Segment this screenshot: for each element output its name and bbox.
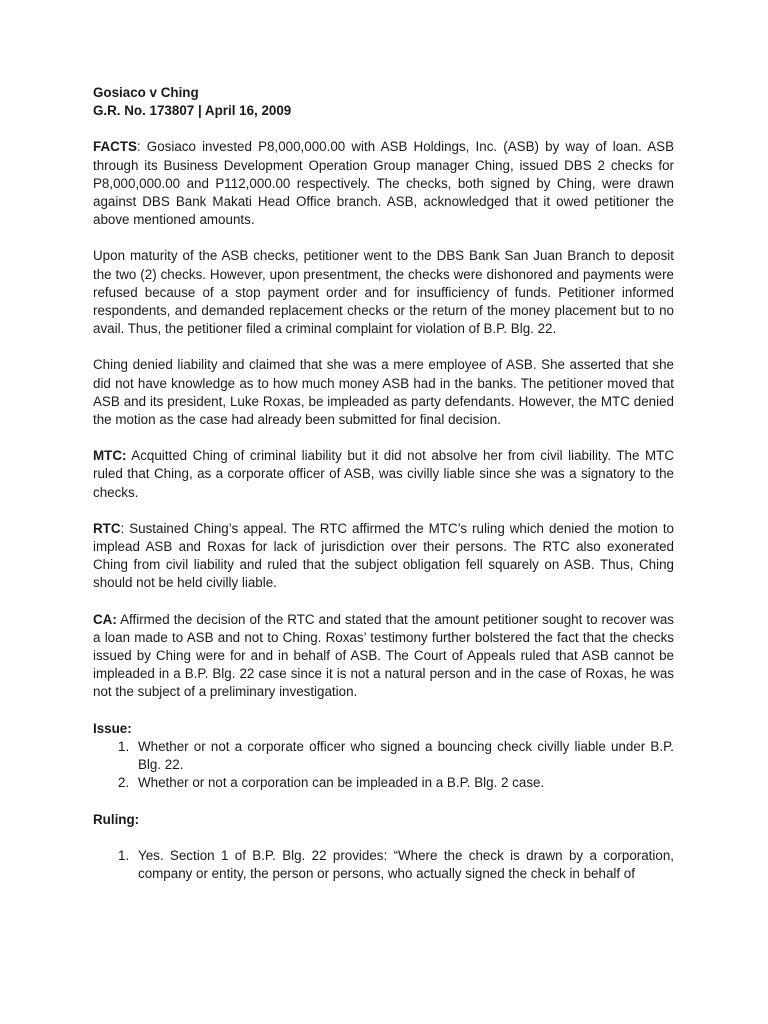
case-citation: G.R. No. 173807 | April 16, 2009 xyxy=(93,103,292,119)
facts-paragraph xyxy=(93,138,674,229)
rtc-label: RTC xyxy=(93,520,121,536)
ruling-list xyxy=(93,847,674,883)
list-item xyxy=(93,774,674,792)
document-page xyxy=(93,84,674,883)
spacer xyxy=(93,120,674,138)
list-number: 2. xyxy=(118,775,130,791)
list-item xyxy=(93,847,674,883)
case-title: Gosiaco v Ching xyxy=(93,85,199,100)
issue-heading: Issue: xyxy=(93,720,132,736)
mtc-label: MTC: xyxy=(93,448,127,464)
rtc-paragraph xyxy=(93,520,674,593)
ca-label: CA: xyxy=(93,611,117,627)
spacer xyxy=(93,593,674,611)
ca-text: Affirmed the decision of the RTC and stated that the amount petitioner sought to recover was a loan made to ASB and not to Ching. Roxas’ testimony further bolstered the fact that the checks issued by Ching were for and in behalf of ASB. The Court of Appeals ruled that ASB cannot be impleaded in a B.P. Blg. 22 case since it is not a natural person and in the case of Roxas, he was not the subject of a preliminary investigation. xyxy=(93,611,674,700)
list-number: 1. xyxy=(118,738,130,754)
issue-list xyxy=(93,738,674,793)
list-number: 1. xyxy=(118,847,130,863)
spacer xyxy=(93,502,674,520)
list-item xyxy=(93,738,674,774)
mtc-paragraph xyxy=(93,447,674,502)
spacer xyxy=(93,429,674,447)
spacer xyxy=(93,793,674,811)
mtc-text: Acquitted Ching of criminal liability but it did not absolve her from civil liability. The MTC ruled that Ching, as a corporate officer of ASB, was civilly liable since she was a signatory to the checks. xyxy=(93,448,674,500)
spacer xyxy=(93,338,674,356)
list-text: Whether or not a corporation can be impleaded in a B.P. Blg. 2 case. xyxy=(138,775,545,791)
facts-text: : Gosiaco invested P8,000,000.00 with ASB Holdings, Inc. (ASB) by way of loan. ASB through its Business Development Operation Group manager Ching, issued DBS 2 checks for P8,000,000.00 and P112,000.00 respectively. The checks, both signed by Ching, were drawn against DBS Bank Makati Head Office branch. ASB, acknowledged that it owed petitioner the above mentioned amounts. xyxy=(93,139,674,228)
list-text: Whether or not a corporate officer who signed a bouncing check civilly liable under B.P. Blg. 22. xyxy=(138,738,674,773)
ca-paragraph xyxy=(93,611,674,702)
facts-label: FACTS xyxy=(93,139,137,155)
maturity-paragraph: Upon maturity of the ASB checks, petitioner went to the DBS Bank San Juan Branch to deposit the two (2) checks. However, upon presentment, the checks were dishonored and payments were refused because of a stop payment order and for insufficiency of funds. Petitioner informed respondents, and demanded replacement checks or the return of the money placement but to no avail. Thus, the petitioner filed a criminal complaint for violation of B.P. Blg. 22. xyxy=(93,248,674,337)
spacer xyxy=(93,702,674,720)
list-text: Yes. Section 1 of B.P. Blg. 22 provides: “Where the check is drawn by a corporation, company or entity, the person or persons, who actually signed the check in behalf of xyxy=(138,847,674,881)
spacer xyxy=(93,829,674,847)
spacer xyxy=(93,229,674,247)
rtc-text: : Sustained Ching’s appeal. The RTC affirmed the MTC’s ruling which denied the motion to implead ASB and Roxas for lack of jurisdiction over their persons. The RTC also exonerated Ching from civil liability and ruled that the subject obligation fell squarely on ASB. Thus, Ching should not be held civilly liable. xyxy=(93,520,674,591)
ruling-heading: Ruling: xyxy=(93,811,140,827)
denial-paragraph: Ching denied liability and claimed that she was a mere employee of ASB. She asserted that she did not have knowledge as to how much money ASB had in the banks. The petitioner moved that ASB and its president, Luke Roxas, be impleaded as party defendants. However, the MTC denied the motion as the case had already been submitted for final decision. xyxy=(93,357,674,428)
